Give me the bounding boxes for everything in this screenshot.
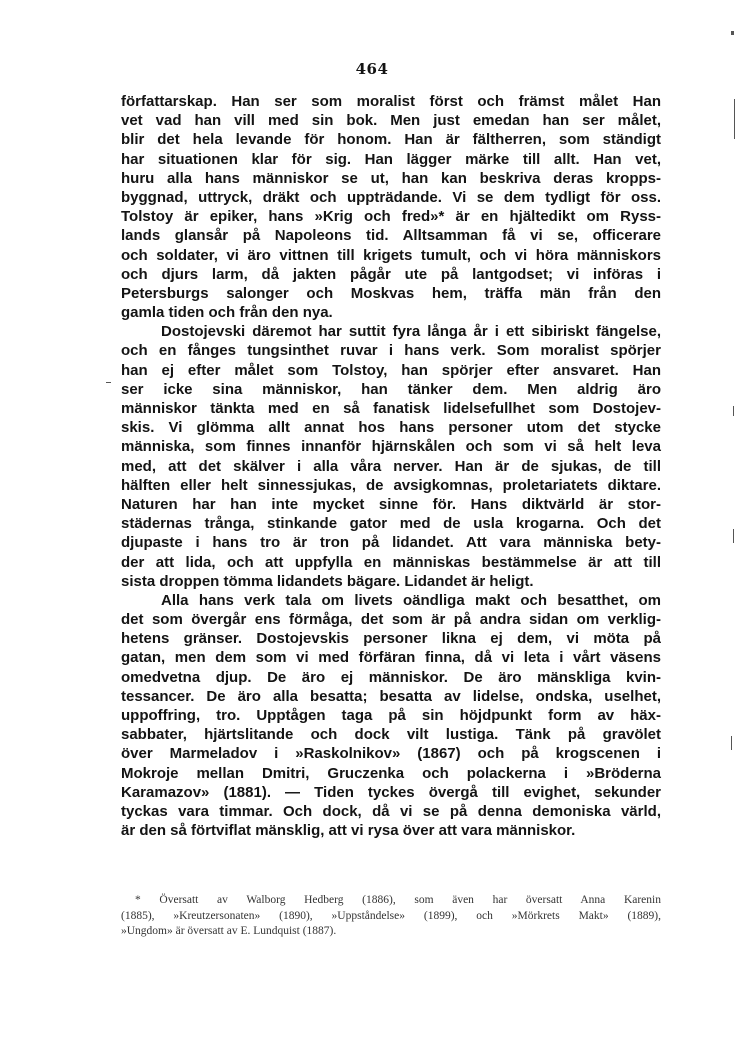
margin-mark bbox=[733, 529, 734, 543]
text-line: sista droppen tömma lidandets bägare. Lidandet är heligt. bbox=[121, 572, 534, 590]
paragraph bbox=[121, 322, 661, 591]
footnote bbox=[121, 893, 661, 940]
text-line: huru alla hans människor se ut, han kan beskriva deras kropps- bbox=[121, 169, 661, 187]
text-line: hälften eller helt sinnessjukas, de avsigkomnas, proletariatets diktare. bbox=[121, 476, 661, 494]
text-line: Alla hans verk tala om livets oändliga makt och besatthet, om bbox=[161, 591, 661, 609]
text-line: och soldater, vi äro vittnen till krigets tumult, och vi höra människors bbox=[121, 246, 661, 264]
footnote-lines-container bbox=[121, 893, 661, 940]
text-line: med, att det skälver i alla våra nerver. Han är de sjukas, de till bbox=[121, 457, 661, 475]
text-line: tyckas vara timmar. Och dock, då vi se på denna demoniska värld, bbox=[121, 802, 661, 820]
text-line: har situationen klar för sig. Han lägger märke till allt. Han vet, bbox=[121, 150, 661, 168]
margin-mark bbox=[731, 736, 732, 750]
text-line: omedvetna djup. De äro ej människor. De äro mänskliga kvin- bbox=[121, 668, 661, 686]
text-line: sabbater, hjärtslitande och dock vilt lustiga. Tänk på gravölet bbox=[121, 726, 661, 744]
paragraph bbox=[121, 92, 661, 322]
text-line: tessancer. De äro alla besatta; besatta av lidelse, ondska, uselhet, bbox=[121, 687, 661, 705]
text-line: skis. Vi glömma allt annat hos hans personer utom det stycke bbox=[121, 419, 661, 437]
text-line: Karamazov» (1881). — Tiden tyckes övergå till evighet, sekunder bbox=[121, 783, 661, 801]
text-line: gamla tiden och från den nya. bbox=[121, 304, 333, 322]
text-line: människor tänkta med en så fanatisk lidelsefullhet som Dostojev- bbox=[121, 400, 661, 417]
text-line: blir det hela levande för honom. Han är fältherren, som ständigt bbox=[121, 131, 661, 149]
text-line: författarskap. Han ser som moralist först och främst målet Han bbox=[121, 93, 661, 110]
text-line: Naturen har han inte mycket sinne för. Hans diktvärld är stor- bbox=[121, 495, 661, 513]
text-line: byggnad, uttryck, dräkt och uppträdande. Vi se dem tydligt för oss. bbox=[121, 188, 661, 206]
text-line: Mokroje mellan Dmitri, Gruczenka och polackerna i »Bröderna bbox=[121, 764, 661, 782]
page-number: 464 bbox=[355, 60, 389, 78]
text-line: ser icke sina människor, han tänker dem. Men aldrig äro bbox=[121, 380, 661, 398]
text-line: Tolstoy är epiker, hans »Krig och fred»* är en hjältedikt om Ryss- bbox=[121, 208, 661, 226]
text-line: Petersburgs salonger och Moskvas hem, träffa män från den bbox=[121, 284, 661, 302]
margin-mark bbox=[734, 99, 735, 139]
text-line: uppoffring, tro. Upptågen taga på sin höjdpunkt form av häx- bbox=[121, 707, 661, 724]
text-line: är den så förtviflat mänsklig, att vi rysa över att vara människor. bbox=[121, 822, 576, 840]
text-line: lands glansår på Napoleons tid. Alltsamman få vi se, officerare bbox=[121, 227, 661, 245]
text-line: det som övergår ens förmåga, det som är på andra sidan om verklig- bbox=[121, 611, 661, 629]
margin-mark bbox=[733, 406, 734, 416]
text-line: Dostojevski däremot har suttit fyra långa år i ett sibiriskt fängelse, bbox=[161, 323, 661, 341]
text-line: städernas trånga, stinkande gator med de usla krogarna. Och det bbox=[121, 515, 661, 533]
paragraphs-container bbox=[121, 92, 661, 840]
margin-speck bbox=[731, 31, 734, 35]
text-line: han ej efter målet som Tolstoy, han spörjer efter ansvaret. Han bbox=[121, 361, 661, 379]
text-line: över Marmeladov i »Raskolnikov» (1867) och på krogscenen i bbox=[121, 745, 661, 763]
text-line: der att lida, och att uppfylla en människas bestämmelse är att till bbox=[121, 553, 661, 571]
text-line: vet vad han vill med sin bok. Men just emedan han ser målet, bbox=[121, 112, 661, 130]
paragraph bbox=[121, 591, 661, 840]
footnote-line: (1885), »Kreutzersonaten» (1890), »Uppståndelse» (1899), och »Mörkrets Makt» (1889), bbox=[121, 909, 661, 922]
text-line: hetens gränser. Dostojevskis personer likna ej dem, vi möta på bbox=[121, 630, 661, 648]
footnote-line: * Översatt av Walborg Hedberg (1886), som även har översatt Anna Karenin bbox=[135, 894, 661, 906]
text-line: människa, som finnes innanför hjärnskålen och som vi så helt leva bbox=[121, 438, 661, 456]
text-line: och en fånges tungsinthet ruvar i hans verk. Som moralist spörjer bbox=[121, 342, 661, 360]
footnote-line: »Ungdom» är översatt av E. Lundquist (1887). bbox=[121, 925, 337, 937]
text-line: och djurs larm, då jakten pågår ute på lantgodset; vi införas i bbox=[121, 265, 661, 283]
text-line: gatan, men dem som vi med förfäran finna, då vi leta i vårt väsens bbox=[121, 649, 661, 667]
text-line: djupaste i hans tro är tron på lidandet. Att vara människa bety- bbox=[121, 534, 661, 552]
margin-mark bbox=[106, 382, 111, 383]
body-text bbox=[121, 92, 661, 840]
